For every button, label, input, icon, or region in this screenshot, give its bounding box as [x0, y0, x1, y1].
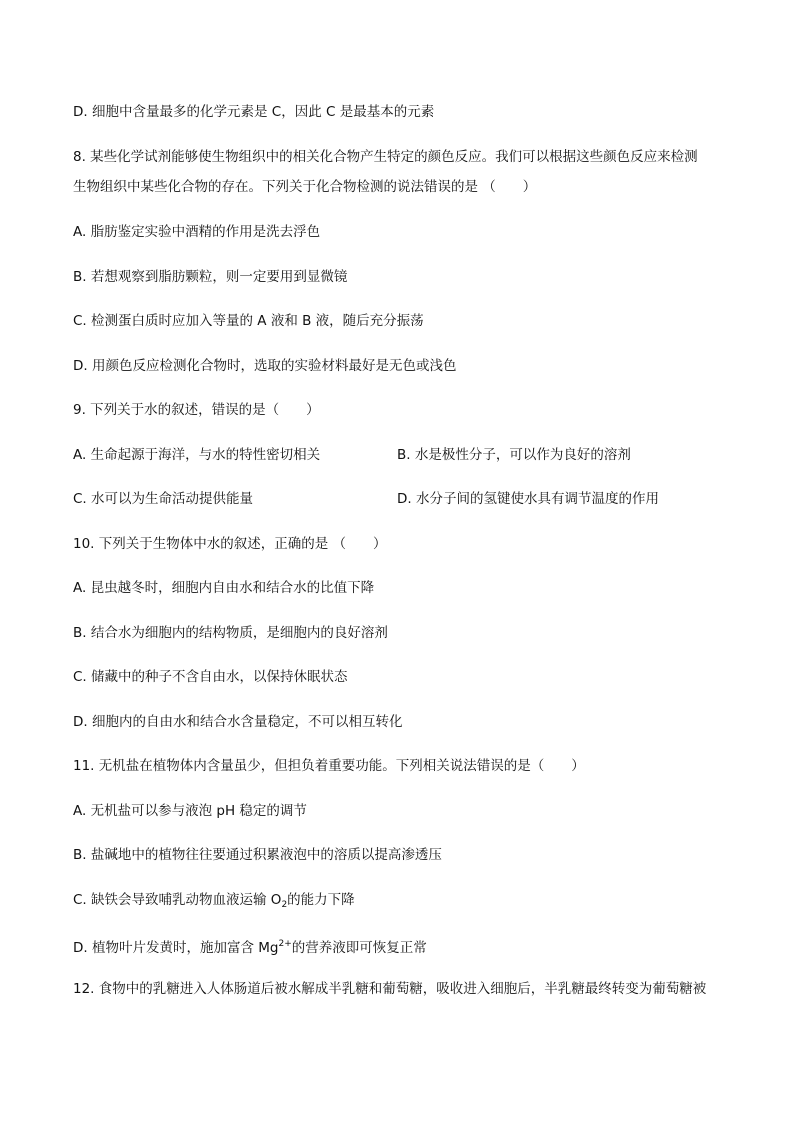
question-10-option-a: A. 昆虫越冬时，细胞内自由水和结合水的比值下降 [73, 580, 375, 596]
question-10-option-c: C. 储藏中的种子不含自由水，以保持休眠状态 [73, 669, 348, 685]
question-9-option-b: B. 水是极性分子，可以作为良好的溶剂 [397, 447, 631, 463]
question-9-option-a: A. 生命起源于海洋，与水的特性密切相关 [73, 447, 321, 463]
question-8-option-b: B. 若想观察到脂肪颗粒，则一定要用到显微镜 [73, 269, 348, 285]
question-11-option-d-text: D. 植物叶片发黄时，施加富含 Mg [73, 940, 279, 956]
oxygen-subscript: 2 [281, 900, 288, 910]
question-11-option-a: A. 无机盐可以参与液泡 pH 稳定的调节 [73, 803, 307, 819]
question-9-option-c: C. 水可以为生命活动提供能量 [73, 491, 254, 507]
question-8-stem-line-1: 8. 某些化学试剂能够使生物组织中的相关化合物产生特定的颜色反应。我们可以根据这些颜色反应来检测 [73, 149, 698, 165]
question-8-option-a: A. 脂肪鉴定实验中酒精的作用是洗去浮色 [73, 224, 321, 240]
question-7-option-d: D. 细胞中含量最多的化学元素是 C，因此 C 是最基本的元素 [73, 104, 435, 120]
question-11-option-d-text-end: 的营养液即可恢复正常 [291, 940, 427, 956]
question-10-option-d: D. 细胞内的自由水和结合水含量稳定，不可以相互转化 [73, 714, 403, 730]
question-9-option-d: D. 水分子间的氢键使水具有调节温度的作用 [397, 491, 659, 507]
question-11-option-c [73, 891, 355, 914]
magnesium-superscript: 2+ [278, 939, 292, 949]
question-11-option-d [73, 935, 427, 957]
question-10-option-b: B. 结合水为细胞内的结构物质，是细胞内的良好溶剂 [73, 625, 388, 641]
question-8-option-c: C. 检测蛋白质时应加入等量的 A 液和 B 液，随后充分振荡 [73, 313, 424, 329]
question-8-option-d: D. 用颜色反应检测化合物时，选取的实验材料最好是无色或浅色 [73, 358, 457, 374]
question-11-stem: 11. 无机盐在植物体内含量虽少，但担负着重要功能。下列相关说法错误的是（ ） [73, 758, 585, 774]
question-11-option-c-text-end: 的能力下降 [287, 892, 355, 908]
question-10-stem: 10. 下列关于生物体中水的叙述，正确的是 （ ） [73, 536, 387, 552]
question-11-option-c-text: C. 缺铁会导致哺乳动物血液运输 O [73, 892, 282, 908]
question-11-option-b: B. 盐碱地中的植物往往要通过积累液泡中的溶质以提高渗透压 [73, 847, 442, 863]
question-8-stem-line-2: 生物组织中某些化合物的存在。下列关于化合物检测的说法错误的是 （ ） [73, 179, 537, 195]
question-9-stem: 9. 下列关于水的叙述，错误的是（ ） [73, 402, 320, 418]
question-12-stem-line-1: 12. 食物中的乳糖进入人体肠道后被水解成半乳糖和葡萄糖，吸收进入细胞后，半乳糖最终转变为葡萄糖被 [73, 981, 707, 997]
